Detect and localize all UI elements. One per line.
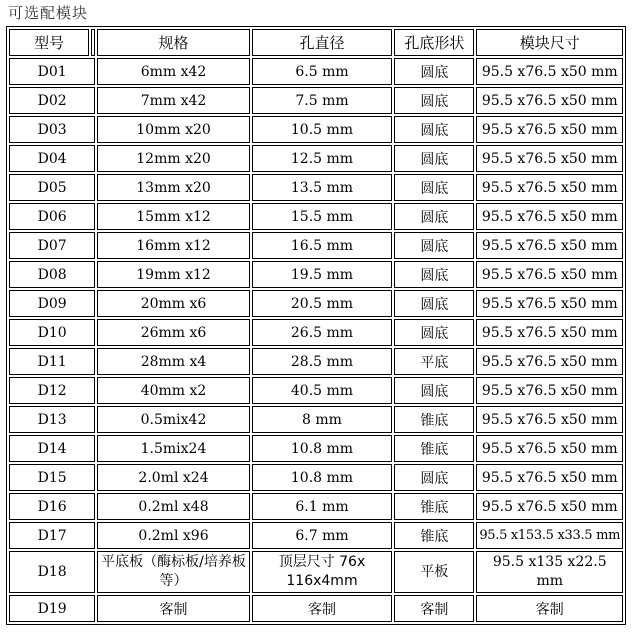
table-row: [9, 377, 623, 404]
cell-spec: 客制: [97, 595, 250, 622]
cell-spec: 平底板（酶标板/培养板等）: [97, 551, 250, 593]
cell-diameter: 16.5 mm: [252, 232, 392, 259]
cell-size: 95.5 x76.5 x50 mm: [476, 58, 623, 85]
cell-diameter: 10.5 mm: [252, 116, 392, 143]
table-header-row: [9, 29, 623, 56]
cell-shape: 圆底: [394, 261, 474, 288]
table-row: [9, 551, 623, 593]
cell-size: 95.5 x76.5 x50 mm: [476, 319, 623, 346]
cell-spec: 28mm x4: [97, 348, 250, 375]
table-row: [9, 58, 623, 85]
cell-diameter: 6.5 mm: [252, 58, 392, 85]
cell-size: 95.5 x76.5 x50 mm: [476, 464, 623, 491]
cell-model: D10: [9, 319, 95, 346]
cell-shape: 锥底: [394, 493, 474, 520]
cell-size: 95.5 x135 x22.5 mm: [476, 551, 623, 593]
table-row: [9, 290, 623, 317]
header-separator: [91, 29, 95, 56]
cell-size: 95.5 x76.5 x50 mm: [476, 116, 623, 143]
cell-size: 95.5 x76.5 x50 mm: [476, 493, 623, 520]
cell-spec: 26mm x6: [97, 319, 250, 346]
cell-shape: 圆底: [394, 116, 474, 143]
cell-shape: 圆底: [394, 290, 474, 317]
cell-model: D05: [9, 174, 95, 201]
cell-diameter: 26.5 mm: [252, 319, 392, 346]
cell-model: D08: [9, 261, 95, 288]
table-row: [9, 232, 623, 259]
table-body: [9, 58, 623, 622]
cell-model: D12: [9, 377, 95, 404]
cell-spec: 16mm x12: [97, 232, 250, 259]
cell-spec: 1.5mix24: [97, 435, 250, 462]
cell-model: D13: [9, 406, 95, 433]
cell-diameter: 8 mm: [252, 406, 392, 433]
cell-shape: 平板: [394, 551, 474, 593]
cell-spec: 0.2ml x48: [97, 493, 250, 520]
cell-size: 95.5 x76.5 x50 mm: [476, 145, 623, 172]
cell-spec: 10mm x20: [97, 116, 250, 143]
cell-spec: 15mm x12: [97, 203, 250, 230]
cell-model: D18: [9, 551, 95, 593]
cell-diameter: 12.5 mm: [252, 145, 392, 172]
table-row: [9, 406, 623, 433]
cell-size: 95.5 x76.5 x50 mm: [476, 406, 623, 433]
table-row: [9, 261, 623, 288]
cell-spec: 19mm x12: [97, 261, 250, 288]
cell-model: D16: [9, 493, 95, 520]
cell-size: 95.5 x153.5 x33.5 mm: [476, 522, 623, 549]
cell-size: 95.5 x76.5 x50 mm: [476, 174, 623, 201]
cell-size: 客制: [476, 595, 623, 622]
table-row: [9, 145, 623, 172]
table-row: [9, 116, 623, 143]
cell-shape: 圆底: [394, 87, 474, 114]
header-diameter: 孔直径: [252, 29, 392, 56]
table-row: [9, 174, 623, 201]
cell-spec: 2.0ml x24: [97, 464, 250, 491]
cell-size: 95.5 x76.5 x50 mm: [476, 261, 623, 288]
table-row: [9, 319, 623, 346]
cell-diameter: 10.8 mm: [252, 435, 392, 462]
table-row: [9, 348, 623, 375]
cell-model: D04: [9, 145, 95, 172]
cell-model: D15: [9, 464, 95, 491]
cell-spec: 12mm x20: [97, 145, 250, 172]
cell-model: D02: [9, 87, 95, 114]
cell-spec: 40mm x2: [97, 377, 250, 404]
cell-size: 95.5 x76.5 x50 mm: [476, 87, 623, 114]
cell-shape: 圆底: [394, 203, 474, 230]
cell-diameter: 6.7 mm: [252, 522, 392, 549]
cell-shape: 客制: [394, 595, 474, 622]
cell-size: 95.5 x76.5 x50 mm: [476, 377, 623, 404]
cell-model: D19: [9, 595, 95, 622]
cell-shape: 圆底: [394, 145, 474, 172]
cell-spec: 7mm x42: [97, 87, 250, 114]
table-row: [9, 87, 623, 114]
cell-spec: 13mm x20: [97, 174, 250, 201]
cell-size: 95.5 x76.5 x50 mm: [476, 435, 623, 462]
table-row: [9, 493, 623, 520]
cell-shape: 锥底: [394, 406, 474, 433]
header-model: 型号: [9, 29, 89, 56]
header-shape: 孔底形状: [394, 29, 474, 56]
cell-size: 95.5 x76.5 x50 mm: [476, 290, 623, 317]
cell-shape: 圆底: [394, 58, 474, 85]
cell-diameter: 顶层尺寸 76x 116x4mm: [252, 551, 392, 593]
cell-shape: 锥底: [394, 435, 474, 462]
cell-model: D09: [9, 290, 95, 317]
cell-shape: 圆底: [394, 232, 474, 259]
header-spec: 规格: [97, 29, 250, 56]
cell-diameter: 20.5 mm: [252, 290, 392, 317]
cell-diameter: 7.5 mm: [252, 87, 392, 114]
cell-diameter: 13.5 mm: [252, 174, 392, 201]
module-table: [6, 26, 626, 625]
cell-spec: 20mm x6: [97, 290, 250, 317]
cell-model: D14: [9, 435, 95, 462]
table-row: [9, 522, 623, 549]
cell-diameter: 客制: [252, 595, 392, 622]
cell-size: 95.5 x76.5 x50 mm: [476, 203, 623, 230]
cell-size: 95.5 x76.5 x50 mm: [476, 232, 623, 259]
cell-diameter: 40.5 mm: [252, 377, 392, 404]
cell-diameter: 6.1 mm: [252, 493, 392, 520]
table-row: [9, 203, 623, 230]
cell-model: D01: [9, 58, 95, 85]
cell-diameter: 19.5 mm: [252, 261, 392, 288]
table-caption: 可选配模块: [8, 4, 89, 22]
cell-shape: 圆底: [394, 319, 474, 346]
cell-size: 95.5 x76.5 x50 mm: [476, 348, 623, 375]
cell-shape: 圆底: [394, 464, 474, 491]
cell-diameter: 28.5 mm: [252, 348, 392, 375]
cell-shape: 圆底: [394, 377, 474, 404]
cell-model: D11: [9, 348, 95, 375]
cell-diameter: 10.8 mm: [252, 464, 392, 491]
cell-spec: 6mm x42: [97, 58, 250, 85]
cell-shape: 圆底: [394, 174, 474, 201]
cell-shape: 锥底: [394, 522, 474, 549]
cell-shape: 平底: [394, 348, 474, 375]
table-row: [9, 435, 623, 462]
cell-spec: 0.5mix42: [97, 406, 250, 433]
cell-model: D17: [9, 522, 95, 549]
table-row: [9, 464, 623, 491]
cell-model: D06: [9, 203, 95, 230]
header-size: 模块尺寸: [476, 29, 623, 56]
cell-model: D07: [9, 232, 95, 259]
cell-diameter: 15.5 mm: [252, 203, 392, 230]
cell-model: D03: [9, 116, 95, 143]
cell-spec: 0.2ml x96: [97, 522, 250, 549]
table-row: [9, 595, 623, 622]
